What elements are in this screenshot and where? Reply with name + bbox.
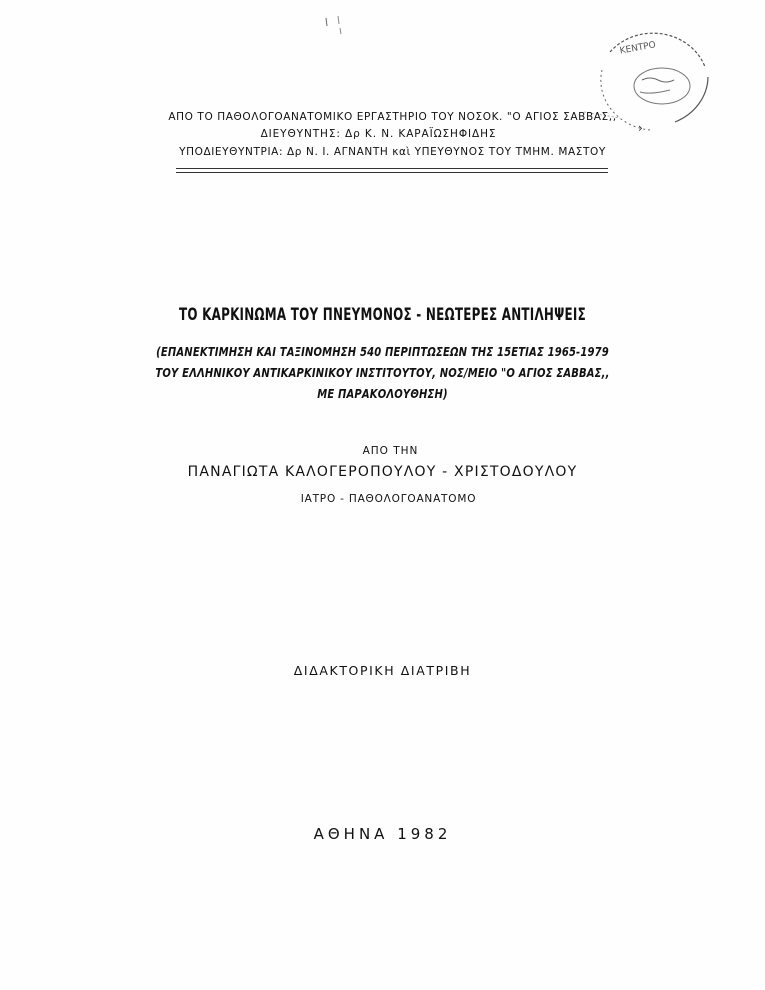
- document-type: ΔΙΔΑΚΤΟΡΙΚΗ ΔΙΑΤΡΙΒΗ: [293, 663, 472, 678]
- library-stamp-icon: [580, 22, 720, 142]
- by-label: ΑΠΟ ΤΗΝ: [362, 445, 419, 457]
- stamp-text: ΚΕΝΤΡΟ: [619, 40, 657, 57]
- author-role: ΙΑΤΡΟ - ΠΑΘΟΛΟΓΟΑΝΑΤΟΜΟ: [300, 493, 477, 505]
- header-divider: [176, 168, 608, 169]
- header-director: ΔΙΕΥΘΥΝΤΗΣ: Δρ Κ. Ν. ΚΑΡΑΪΩΣΗΦΙΔΗΣ: [260, 128, 497, 140]
- header-institution: ΑΠΟ ΤΟ ΠΑΘΟΛΟΓΟΑΝΑΤΟΜΙΚΟ ΕΡΓΑΣΤΗΡΙΟ ΤΟΥ ΝΟΣΟΚ. "Ο ΑΓΙΟΣ ΣΑΒΒΑΣ,,: [168, 111, 617, 123]
- thesis-subtitle-line: (ΕΠΑΝΕΚΤΙΜΗΣΗ ΚΑΙ ΤΑΞΙΝΟΜΗΣΗ 540 ΠΕΡΙΠΤΩΣΕΩΝ ΤΗΣ 15ΕΤΙΑΣ 1965-1979: [156, 344, 609, 359]
- thesis-title: ΤΟ ΚΑΡΚΙΝΩΜΑ ΤΟΥ ΠΝΕΥΜΟΝΟΣ - ΝΕΩΤΕΡΕΣ ΑΝΤΙΛΗΨΕΙΣ: [179, 305, 586, 325]
- thesis-subtitle-line: ΜΕ ΠΑΡΑΚΟΛΟΥΘΗΣΗ): [317, 386, 448, 401]
- svg-text:›: ›: [638, 121, 643, 135]
- thesis-subtitle-line: ΤΟΥ ΕΛΛΗΝΙΚΟΥ ΑΝΤΙΚΑΡΚΙΝΙΚΟΥ ΙΝΣΤΙΤΟΥΤΟΥ, ΝΟΣ/ΜΕΙΟ "Ο ΑΓΙΟΣ ΣΑΒΒΑΣ,,: [155, 365, 610, 380]
- place-and-year: ΑΘΗΝΑ 1982: [313, 825, 452, 843]
- author-name: ΠΑΝΑΓΙΩΤΑ ΚΑΛΟΓΕΡΟΠΟΥΛΟΥ - ΧΡΙΣΤΟΔΟΥΛΟΥ: [187, 464, 578, 480]
- header-divider: [176, 172, 608, 173]
- handwritten-mark-icon: [318, 14, 348, 38]
- header-subdirector: ΥΠΟΔΙΕΥΘΥΝΤΡΙΑ: Δρ Ν. Ι. ΑΓΝΑΝΤΗ καὶ ΥΠΕΥΘΥΝΟΣ ΤΟΥ ΤΜΗΜ. ΜΑΣΤΟΥ: [179, 146, 606, 158]
